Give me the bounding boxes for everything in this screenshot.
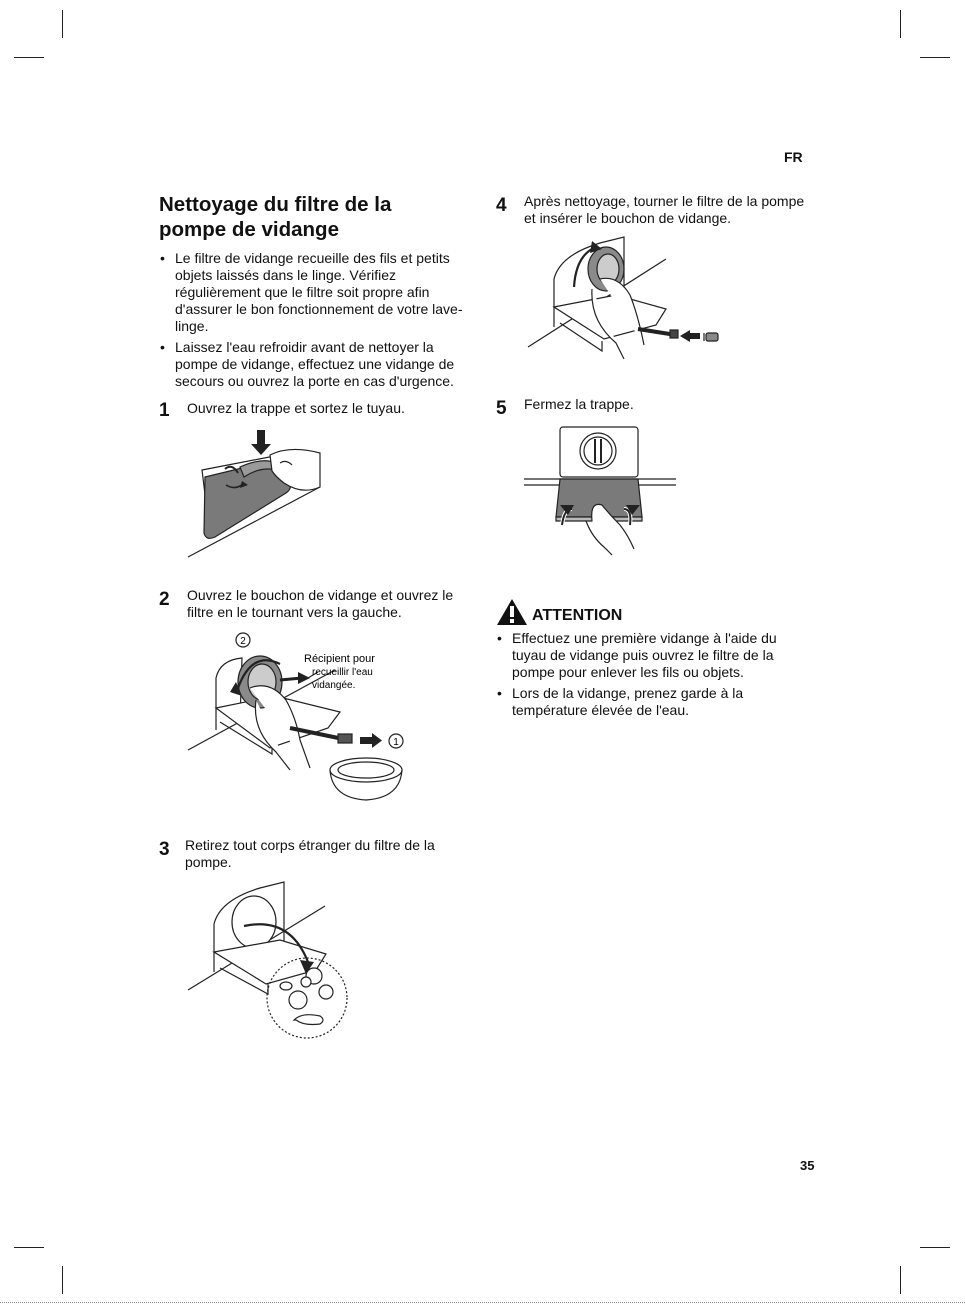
section-title-line1: Nettoyage du filtre de la: [159, 193, 392, 216]
intro-bullets: [159, 250, 475, 394]
step2-callout-2: 2: [240, 636, 246, 647]
crop-mark: [14, 57, 44, 58]
step-number: 1: [159, 400, 170, 421]
language-code: FR: [784, 149, 803, 165]
step1-illustration: [180, 425, 340, 565]
step-number: 4: [496, 195, 507, 216]
attention-bullet: • Lors de la vidange, prenez garde à la température élevée de l'eau.: [512, 685, 810, 719]
step-number: 2: [159, 589, 170, 610]
attention-bullet: • Effectuez une première vidange à l'aide du tuyau de vidange puis ouvrez le filtre de la pompe pour enlever les fils ou objets.: [512, 630, 810, 681]
step-text: Ouvrez le bouchon de vidange et ouvrez le filtre en le tournant vers la gauche.: [187, 587, 454, 620]
step2-illustration: [180, 630, 420, 805]
warning-icon: [496, 598, 528, 626]
crop-mark: [14, 1247, 44, 1248]
crop-mark: [62, 1266, 63, 1294]
step5-illustration: [520, 425, 680, 560]
intro-bullet: • Le filtre de vidange recueille des fils et petits objets laissés dans le linge. Vérifiez régulièrement que le filtre soit propre afin d'assurer le bon fonctionnement de votre lave-linge.: [175, 250, 475, 335]
step-text: Après nettoyage, tourner le filtre de la pompe et insérer le bouchon de vidange.: [524, 193, 805, 226]
step2-label-line2: recueillir l'eau: [312, 667, 373, 678]
step4-illustration: [520, 235, 730, 370]
crop-mark: [900, 1266, 901, 1294]
step3-illustration: [180, 880, 355, 1045]
section-title: [159, 192, 479, 242]
step-number: 3: [159, 839, 170, 860]
bottom-dotted-edge: [0, 1302, 965, 1303]
step2-label-line1: Récipient pour: [304, 653, 375, 665]
attention-title: ATTENTION: [532, 607, 623, 624]
step-text: [185, 837, 470, 871]
step2-callout-1: 1: [393, 737, 399, 748]
step-number: 5: [496, 398, 507, 419]
step2-label-line3: vidangée.: [312, 680, 356, 691]
attention-bullets: [496, 630, 810, 723]
section-title-line2: pompe de vidange: [159, 218, 339, 241]
intro-bullet: • Laissez l'eau refroidir avant de nettoyer la pompe de vidange, effectuez une vidange de secours ou ouvrez la porte en cas d'urgence.: [175, 339, 475, 390]
crop-mark: [920, 57, 950, 58]
crop-mark: [900, 10, 901, 38]
crop-mark: [920, 1247, 950, 1248]
crop-mark: [62, 10, 63, 38]
page-number: 35: [800, 1158, 815, 1173]
step-text: Ouvrez la trappe et sortez le tuyau.: [187, 400, 405, 416]
step-text: Fermez la trappe.: [524, 396, 634, 412]
step-text-value: Retirez tout corps étranger du filtre de la pompe.: [185, 837, 435, 870]
